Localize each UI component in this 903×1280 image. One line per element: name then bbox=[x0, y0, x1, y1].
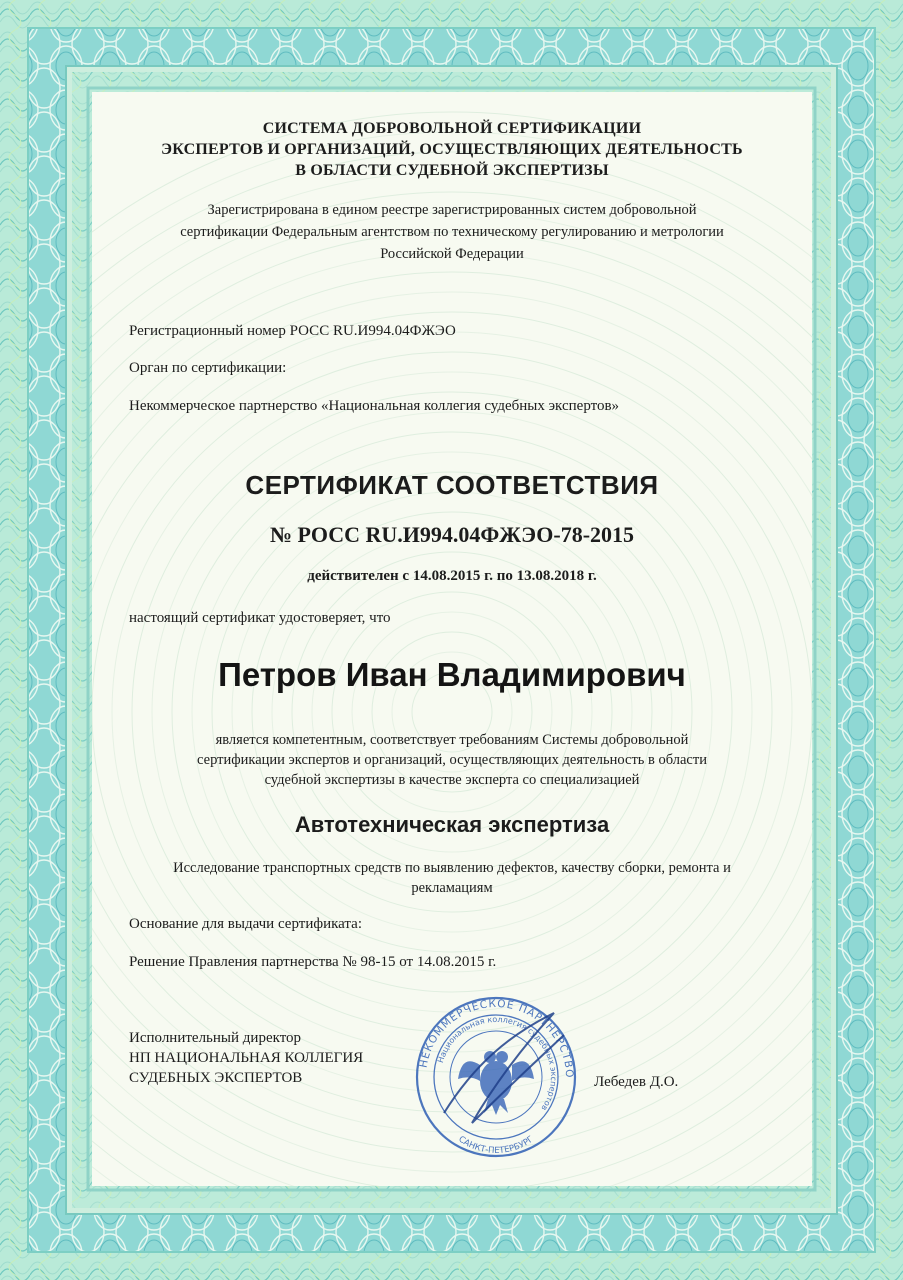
holder-name: Петров Иван Владимирович bbox=[218, 656, 686, 693]
signatory-line: Исполнительный директор bbox=[129, 1030, 302, 1046]
certificate-title: СЕРТИФИКАТ СООТВЕТСТВИЯ bbox=[245, 470, 659, 500]
stamp-inner-text: Национальная коллегия судебных экспертов bbox=[435, 1014, 559, 1113]
eagle-emblem-icon bbox=[458, 1051, 534, 1115]
certifies-text: настоящий сертификат удостоверяет, что bbox=[129, 610, 391, 626]
competence-line: судебной экспертизы в качестве эксперта со специализацией bbox=[264, 772, 640, 788]
signatory-line: СУДЕБНЫХ ЭКСПЕРТОВ bbox=[129, 1070, 303, 1086]
competence-line: является компетентным, соответствует требованиям Системы добровольной bbox=[215, 732, 689, 748]
header-line: ЭКСПЕРТОВ И ОРГАНИЗАЦИЙ, ОСУЩЕСТВЛЯЮЩИХ ДЕЯТЕЛЬНОСТЬ bbox=[161, 141, 743, 158]
registration-line: Зарегистрирована в едином реестре зарегистрированных систем добровольной bbox=[207, 202, 697, 218]
certification-body-name: Некоммерческое партнерство «Национальная коллегия судебных экспертов» bbox=[129, 398, 620, 414]
basis-value: Решение Правления партнерства № 98-15 от 14.08.2015 г. bbox=[129, 954, 497, 970]
specialization-line: рекламациям bbox=[411, 880, 493, 896]
system-header bbox=[92, 118, 812, 181]
seal-stamp bbox=[414, 995, 578, 1159]
header-line: СИСТЕМА ДОБРОВОЛЬНОЙ СЕРТИФИКАЦИИ bbox=[262, 120, 642, 137]
stamp-bottom-text: САНКТ-ПЕТЕРБУРГ bbox=[456, 1134, 536, 1157]
certificate-paper bbox=[92, 92, 812, 1186]
validity-period: действителен с 14.08.2015 г. по 13.08.2018 г. bbox=[307, 568, 597, 584]
specialization-line: Исследование транспортных средств по выявлению дефектов, качеству сборки, ремонта и bbox=[173, 860, 731, 876]
specialization-description bbox=[92, 858, 812, 898]
competence-line: сертификации экспертов и организаций, осуществляющих деятельность в области bbox=[197, 752, 707, 768]
registration-line: сертификации Федеральным агентством по техническому регулированию и метрологии bbox=[180, 224, 724, 240]
signatory-name: Лебедев Д.О. bbox=[594, 1074, 679, 1090]
specialization: Автотехническая экспертиза bbox=[294, 812, 610, 837]
certificate-number: № РОСС RU.И994.04ФЖЭО-78-2015 bbox=[269, 522, 635, 547]
registration-line: Российской Федерации bbox=[380, 246, 524, 262]
basis-label: Основание для выдачи сертификата: bbox=[129, 916, 362, 932]
certificate-content bbox=[92, 92, 812, 1186]
header-line: В ОБЛАСТИ СУДЕБНОЙ ЭКСПЕРТИЗЫ bbox=[295, 162, 609, 179]
registration-note bbox=[92, 199, 812, 265]
signatory-line: НП НАЦИОНАЛЬНАЯ КОЛЛЕГИЯ bbox=[129, 1050, 364, 1066]
competence-statement bbox=[92, 730, 812, 790]
svg-text:САНКТ-ПЕТЕРБУРГ bbox=[456, 1134, 535, 1156]
certification-body-label: Орган по сертификации: bbox=[129, 360, 287, 376]
signatory-block bbox=[129, 1028, 363, 1088]
registration-number: Регистрационный номер РОСС RU.И994.04ФЖЭО bbox=[129, 323, 456, 339]
stamp-outer-text: НЕКОММЕРЧЕСКОЕ ПАРТНЕРСТВО bbox=[417, 997, 576, 1079]
